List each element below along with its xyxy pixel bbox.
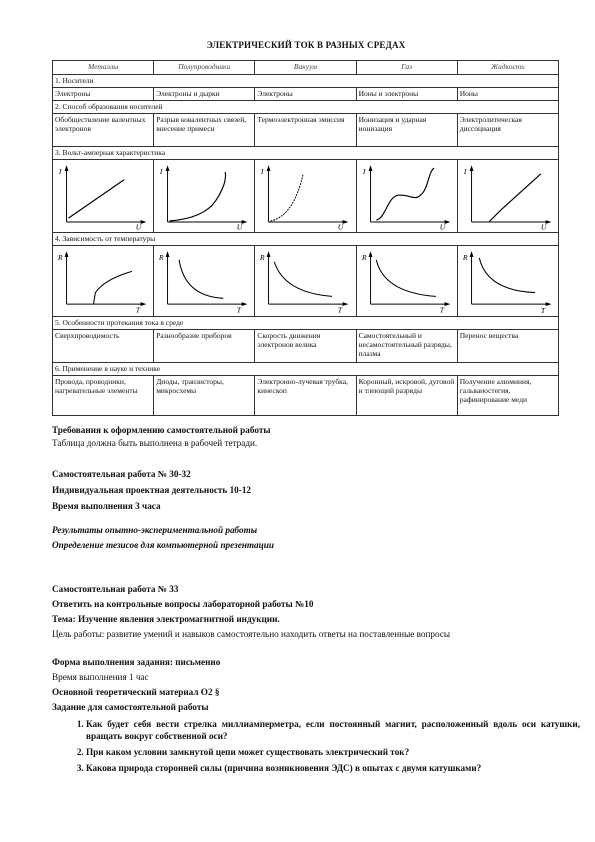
axis-label-r: R bbox=[260, 252, 265, 262]
cell: Разрыв ковалентных связей, внесение примеси bbox=[154, 114, 255, 147]
axis-label-t: T bbox=[540, 305, 545, 315]
sw-33-title: Самостоятельная работа № 33 bbox=[52, 584, 179, 594]
list-item: 3. Какова природа сторонней силы (причина возникновения ЭДС) в опытах с двумя катушками? bbox=[86, 762, 580, 774]
axis-label-t: T bbox=[338, 305, 343, 315]
axis-label-u: U bbox=[236, 222, 243, 231]
col-vacuum: Вакуум bbox=[255, 61, 356, 75]
axis-label-i: I bbox=[160, 166, 163, 176]
time-3h: Время выполнения 3 часа bbox=[52, 501, 161, 511]
cell: Электролитическая диссоциация bbox=[457, 114, 558, 147]
cell: Сверхпроводимость bbox=[53, 330, 154, 363]
vac-graph-vacuum bbox=[257, 161, 353, 231]
section-apply: 6. Применение в науке и технике bbox=[53, 363, 559, 376]
axis-label-i: I bbox=[261, 166, 264, 176]
theory: Основной теоретический материал О2 § bbox=[52, 687, 220, 697]
section-features: 5. Особенности протекания тока в среде bbox=[53, 317, 559, 330]
time-1h: Время выполнения 1 час bbox=[52, 672, 149, 682]
apply-row bbox=[53, 376, 559, 416]
vac-graph-gas bbox=[359, 161, 455, 231]
sw-30-32-title: Самостоятельная работа № 30-32 bbox=[52, 469, 191, 479]
axis-label-r: R bbox=[462, 252, 468, 262]
axis-label-r: R bbox=[361, 252, 367, 262]
section-vac: 3. Вольт-амперная характеристика bbox=[53, 147, 559, 160]
cell: Провода, проводники, нагревательные элементы bbox=[53, 376, 154, 416]
cell: Обобществление валентных электронов bbox=[53, 114, 154, 147]
temp-graph-gas bbox=[359, 247, 455, 315]
project-activity: Индивидуальная проектная деятельность 10-12 bbox=[52, 485, 252, 495]
questions-list bbox=[66, 718, 580, 778]
requirements-title: Требования к оформлению самостоятельной работы bbox=[52, 425, 271, 435]
requirements-body: Таблица должна быть выполнена в рабочей тетради. bbox=[52, 438, 258, 448]
axis-label-r: R bbox=[159, 252, 164, 262]
method-row bbox=[53, 114, 559, 147]
col-semiconductors: Полупроводники bbox=[154, 61, 255, 75]
cell: Скорость движения электронов велика bbox=[255, 330, 356, 363]
cell: Электронно-лучевая трубка, кинескоп bbox=[255, 376, 356, 416]
carriers-row bbox=[53, 88, 559, 101]
axis-label-t: T bbox=[135, 305, 141, 315]
cell: Термоэлектронная эмиссия bbox=[255, 114, 356, 147]
cell: Электроны и дырки bbox=[154, 88, 255, 101]
col-liquid: Жидкость bbox=[457, 61, 558, 75]
axis-label-t: T bbox=[439, 305, 444, 315]
topic: Тема: Изучение явления электромагнитной индукции. bbox=[52, 614, 280, 624]
cell: Электроны bbox=[53, 88, 154, 101]
temp-graph-liquid bbox=[460, 247, 556, 315]
cell: Разнообразие приборов bbox=[154, 330, 255, 363]
col-gas: Газ bbox=[356, 61, 457, 75]
axis-label-u: U bbox=[338, 222, 344, 231]
axis-label-r: R bbox=[57, 252, 63, 262]
italic-line-1: Результаты опытно-экспериментальной работы bbox=[52, 525, 258, 535]
vac-graph-metal bbox=[55, 161, 151, 231]
cell: Электроны bbox=[255, 88, 356, 101]
cell: Перенос вещества bbox=[457, 330, 558, 363]
section-temp: 4. Зависимость от температуры bbox=[53, 233, 559, 246]
axis-label-u: U bbox=[135, 222, 142, 231]
axis-label-t: T bbox=[236, 305, 242, 315]
temp-graph-metal bbox=[55, 247, 151, 315]
list-item: 1. Как будет себя вести стрелка миллиамперметра, если постоянный магнит, расположенный вдоль оси катушки, вращать вокруг собственной оси? bbox=[86, 718, 580, 742]
axis-label-i: I bbox=[463, 166, 467, 176]
axis-label-i: I bbox=[58, 166, 62, 176]
temp-row bbox=[53, 246, 559, 317]
media-table bbox=[52, 60, 559, 416]
goal: Цель работы: развитие умений и навыков самостоятельно находить ответы на поставленные вопросы bbox=[52, 629, 451, 639]
header-row bbox=[53, 61, 559, 75]
temp-graph-semiconductor bbox=[156, 247, 252, 315]
axis-label-u: U bbox=[540, 222, 547, 231]
italic-line-2: Определение тезисов для компьютерной презентации bbox=[52, 540, 274, 550]
cell: Ионы и электроны bbox=[356, 88, 457, 101]
answer-instruction: Ответить на контрольные вопросы лабораторной работы №10 bbox=[52, 599, 314, 609]
cell: Диоды, транзисторы, микросхемы bbox=[154, 376, 255, 416]
task-title: Задание для самостоятельной работы bbox=[52, 702, 209, 712]
temp-graph-vacuum bbox=[257, 247, 353, 315]
cell: Ионы bbox=[457, 88, 558, 101]
list-item: 2. При каком условии замкнутой цепи может существовать электрический ток? bbox=[86, 746, 580, 758]
features-row bbox=[53, 330, 559, 363]
axis-label-i: I bbox=[362, 166, 365, 176]
page-title: ЭЛЕКТРИЧЕСКИЙ ТОК В РАЗНЫХ СРЕДАХ bbox=[206, 40, 406, 50]
vac-graph-semiconductor bbox=[156, 161, 252, 231]
vac-graph-liquid bbox=[460, 161, 556, 231]
form: Форма выполнения задания: письменно bbox=[52, 657, 221, 667]
section-carriers: 1. Носители bbox=[53, 75, 559, 88]
vac-row bbox=[53, 160, 559, 233]
cell: Коронный, искровой, дуговой и тлеющий разряды bbox=[356, 376, 457, 416]
cell: Ионизация и ударная ионизация bbox=[356, 114, 457, 147]
axis-label-u: U bbox=[439, 222, 445, 231]
col-metals: Металлы bbox=[53, 61, 154, 75]
cell: Самостоятельный и несамостоятельный разряды, плазма bbox=[356, 330, 457, 363]
cell: Получение алюминия, гальваностегия, рафинирование меди bbox=[457, 376, 558, 416]
section-method: 2. Способ образования носителей bbox=[53, 101, 559, 114]
